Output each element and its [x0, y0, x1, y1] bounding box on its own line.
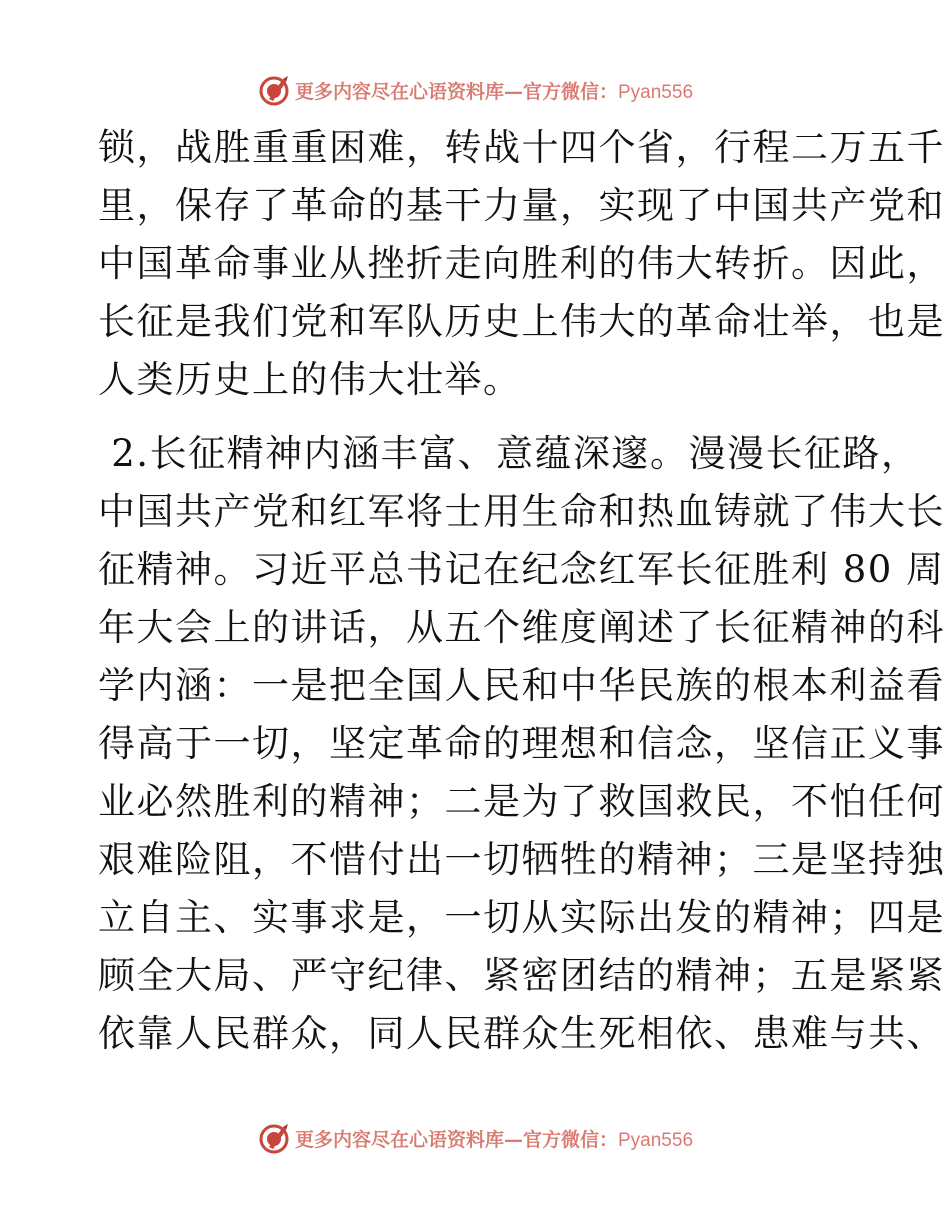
body-line: 艰难险阻，不惜付出一切牺牲的精神；三是坚持独: [98, 838, 945, 881]
pen-nib-logo-icon: [257, 1121, 291, 1155]
body-line: 锁，战胜重重困难，转战十四个省，行程二万五千: [98, 126, 945, 169]
body-line: 中国共产党和红军将士用生命和热血铸就了伟大长: [98, 490, 945, 533]
body-line: 学内涵：一是把全国人民和中华民族的根本利益看: [98, 664, 945, 707]
header-watermark: [0, 70, 950, 110]
footer-watermark: [0, 1118, 950, 1158]
watermark-text: 更多内容尽在心语资料库—官方微信：Pyan556: [294, 1128, 694, 1151]
watermark-text: 更多内容尽在心语资料库—官方微信：Pyan556: [294, 80, 694, 103]
body-line: 长征是我们党和军队历史上伟大的革命壮举，也是: [98, 300, 945, 343]
pen-nib-logo-icon: [257, 73, 291, 107]
body-line: 里，保存了革命的基干力量，实现了中国共产党和: [98, 184, 945, 227]
body-line: 得高于一切，坚定革命的理想和信念，坚信正义事: [98, 722, 945, 765]
body-line: 征精神。习近平总书记在纪念红军长征胜利 80 周: [98, 548, 945, 591]
body-line: 立自主、实事求是，一切从实际出发的精神；四是: [98, 896, 945, 939]
body-line-paragraph-start: 2.长征精神内涵丰富、意蕴深邃。漫漫长征路，: [98, 432, 920, 475]
body-line: 年大会上的讲话，从五个维度阐述了长征精神的科: [98, 606, 945, 649]
body-line: 依靠人民群众，同人民群众生死相依、患难与共、: [98, 1012, 945, 1055]
body-line: 中国革命事业从挫折走向胜利的伟大转折。因此，: [98, 242, 945, 285]
body-line: 顾全大局、严守纪律、紧密团结的精神；五是紧紧: [98, 954, 945, 997]
body-line: 业必然胜利的精神；二是为了救国救民，不怕任何: [98, 780, 945, 823]
body-line: 人类历史上的伟大壮举。: [98, 358, 522, 401]
